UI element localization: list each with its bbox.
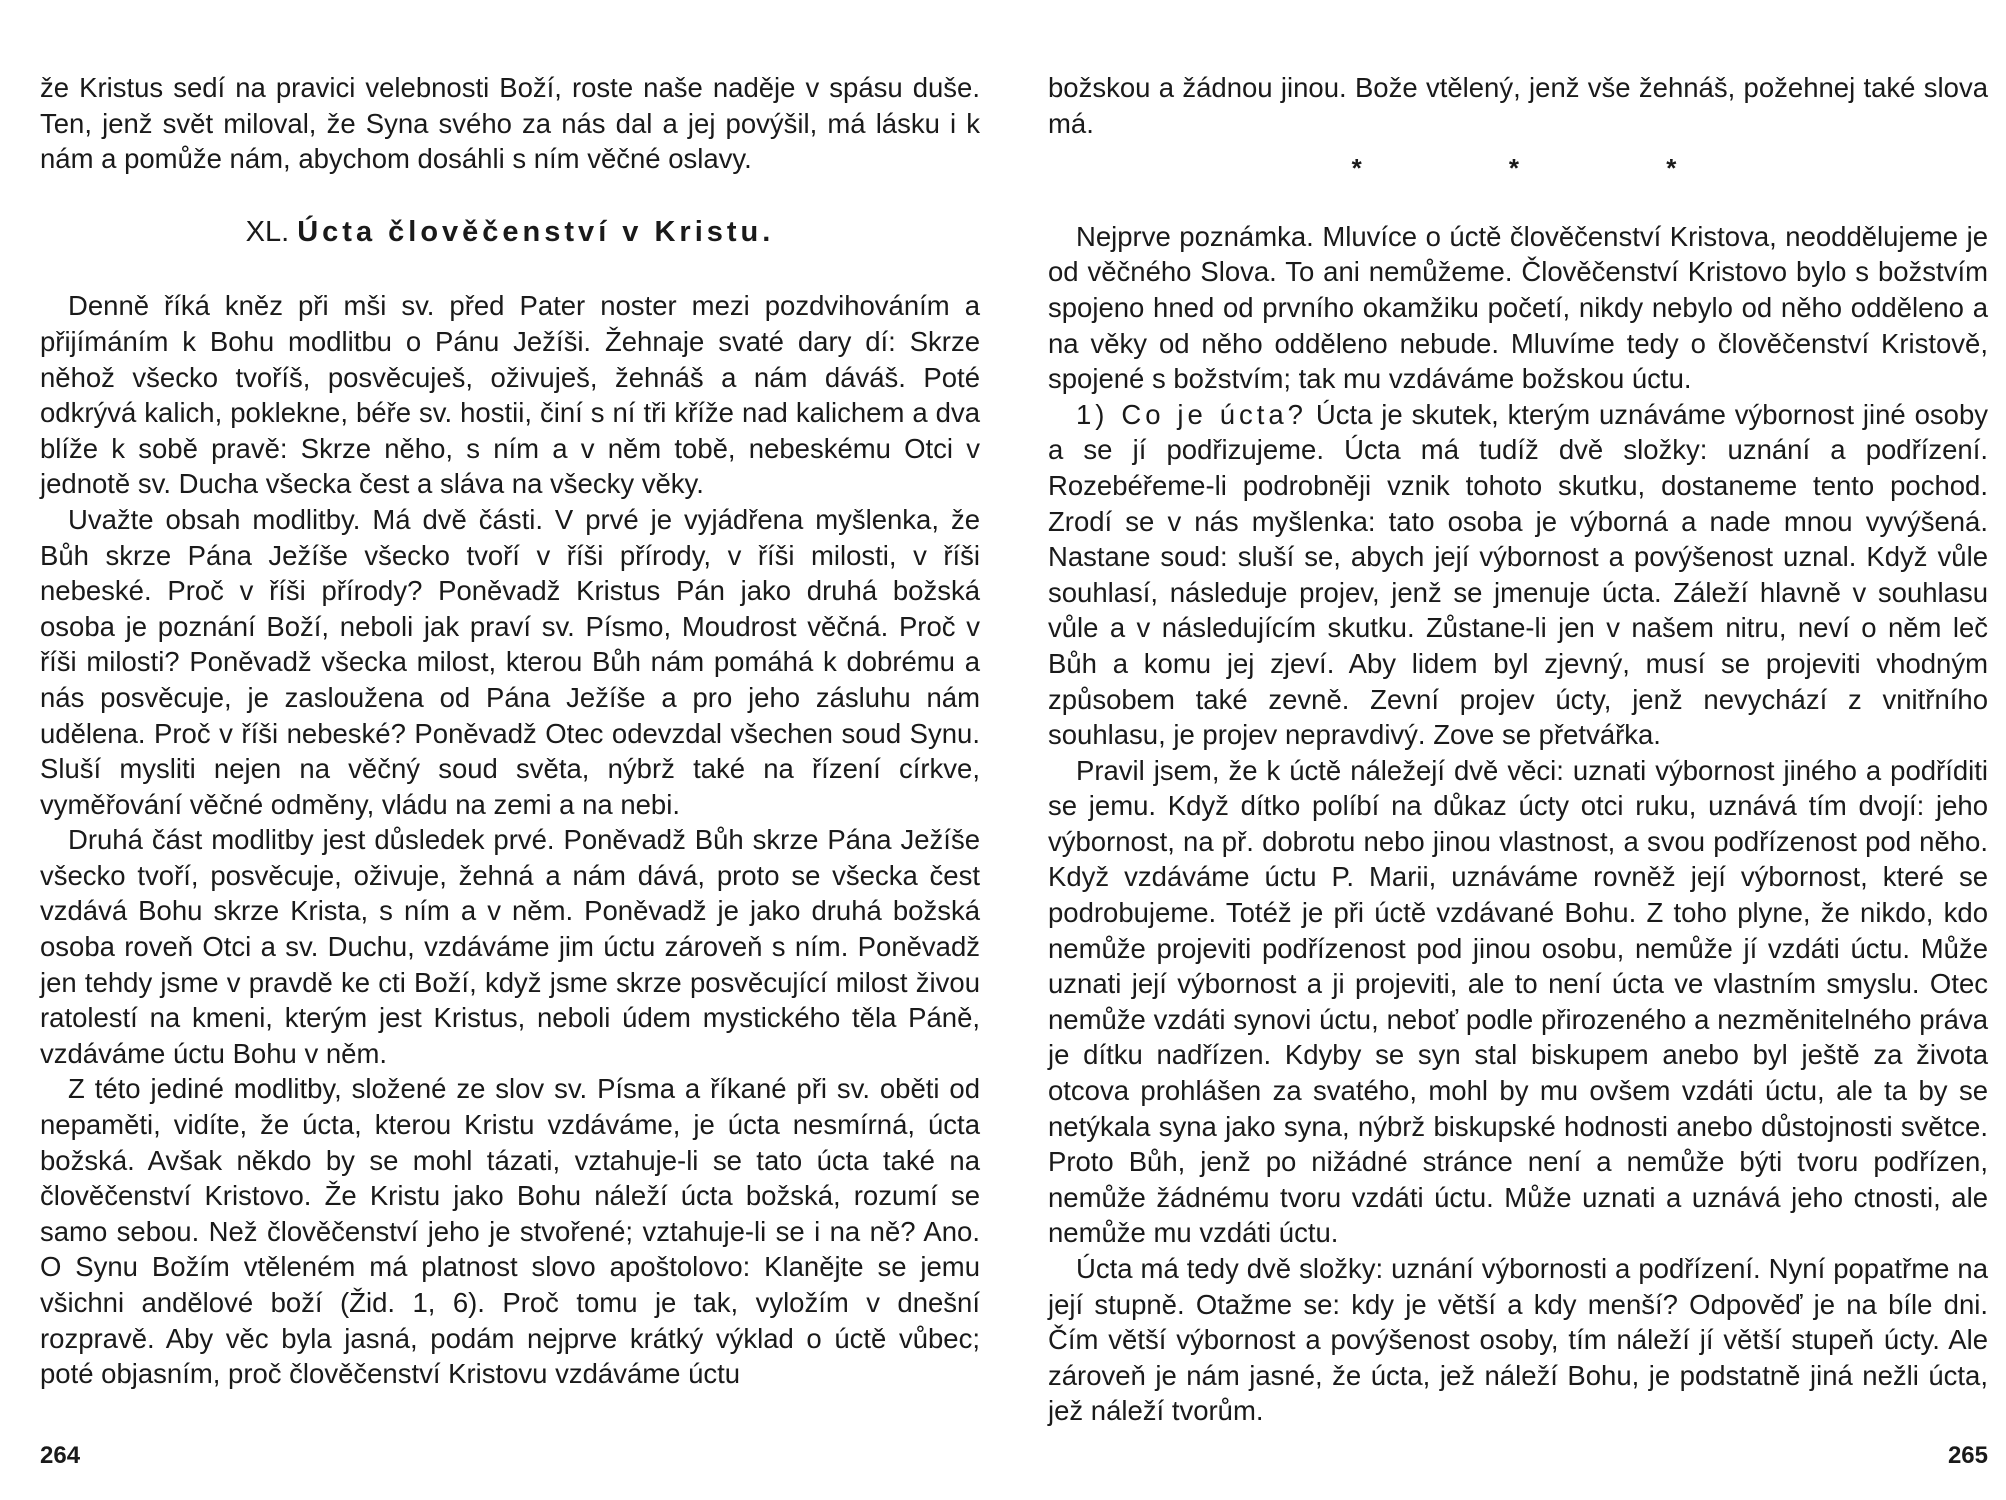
- section-separator: * * *: [1351, 153, 1747, 184]
- paragraph-continuation: božskou a žádnou jinou. Bože vtělený, jenž vše žehnáš, požehnej také slova má.: [1048, 72, 1988, 139]
- right-page: [1048, 70, 1988, 1480]
- chapter-heading: [40, 215, 980, 251]
- point-label: 1) Co je úcta?: [1076, 398, 1307, 430]
- point-text: Úcta je skutek, kterým uznáváme výbornost jiné osoby a se jí podřizujeme. Úcta má tudíž dvě složky: uznání a podřízení. Rozebéřeme-li podrobněji vznik tohoto skutku, dostaneme tento pochod. Zrodí se v nás myšlenka: tato osoba je výborná a nade mnou vyvýšená. Nastane soud: sluší se, abych její výbornost a povýšenost uznal. Když vůle souhlasí, následuje projev, jenž se jmenuje úcta. Záleží hlavně v souhlasu vůle a v následujícím skutku. Zůstane-li jen v našem nitru, neví o něm leč Bůh a komu jej zjeví. Aby lidem byl zjevný, musí se projeviti vhodným způsobem také zevně. Zevní projev úcty, jenž nevychází z vnitřního souhlasu, je projev nepravdivý. Zove se přetvářka.: [1048, 398, 1988, 751]
- paragraph: Pravil jsem, že k úctě náležejí dvě věci: uznati výbornost jiného a podříditi se jemu. Když dítko políbí na důkaz úcty otci ruku, uznává tím dvojí: jeho výbornost, na př. dobrotu nebo jinou vlastnost, a svou podřízenost pod něho. Když vzdáváme úctu P. Marii, uznáváme rovněž její výbornost, které se podrobujeme. Totéž je při úctě vzdávané Bohu. Z toho plyne, že nikdo, kdo nemůže projeviti podřízenost pod jinou osobu, nemůže jí vzdáti úctu. Může uznati její výbornost a ji projeviti, ale to není úcta ve vlastním smyslu. Otec nemůže vzdáti synovi úctu, neboť podle přirozeného a nezměnitelného práva je dítku nadřízen. Kdyby se syn stal biskupem anebo byl ještě za života otcova prohlášen za svatého, mohl by mu ovšem vzdáti úctu, ale ta by se netýkala syna jako syna, nýbrž biskupské hodnosti anebo důstojnosti světce. Proto Bůh, jenž po nižádné stránce není a nemůže býti tvoru podřízen, nemůže žádnému tvoru vzdáti úctu. Může uznati a uznává jeho ctnosti, ale nemůže mu vzdáti úctu.: [1048, 754, 1988, 1249]
- chapter-title: Úcta člověčenství v Kristu.: [297, 215, 775, 248]
- paragraph: Z této jediné modlitby, složené ze slov sv. Písma a říkané při sv. oběti od nepaměti, vidíte, že úcta, kterou Kristu vzdáváme, je úcta nesmírná, úcta božská. Avšak někdo by se mohl tázati, vztahuje-li se tato úcta také na člověčenství Kristovo. Že Kristu jako Bohu náleží úcta božská, rozumí se samo sebou. Než člověčenství jeho je stvořené; vztahuje-li se i na ně? Ano. O Synu Božím vtěleném má platnost slovo apoštolovo: Klanějte se jemu všichni andělové boží (Žid. 1, 6). Proč tomu je tak, vyložím v dnešní rozpravě. Aby věc byla jasná, podám nejprve krátký výklad o úctě vůbec; poté objasním, proč člověčenství Kristovu vzdáváme úctu: [40, 1073, 980, 1390]
- page-number-left: 264: [40, 1442, 81, 1469]
- paragraph: Úcta má tedy dvě složky: uznání výbornosti a podřízení. Nyní popatřme na její stupně. Otažme se: kdy je větší a kdy menší? Odpověď je na bíle dni. Čím větší výbornost a povýšenost osoby, tím náleží jí větší stupeň úcty. Ale zároveň je nám jasné, že úcta, jež náleží Bohu, je podstatně jiná nežli úcta, jež náleží tvorům.: [1048, 1253, 1988, 1427]
- left-page: [40, 70, 980, 1480]
- left-page-text: [40, 70, 980, 1392]
- page-number-right: 265: [1947, 1442, 1988, 1469]
- chapter-number: XL.: [245, 215, 290, 248]
- paragraph: Druhá část modlitby jest důsledek prvé. Poněvadž Bůh skrze Pána Ježíše všecko tvoří, posvěcuje, oživuje, žehná a nám dává, proto se všecka čest vzdává Bohu skrze Krista, s ním a v něm. Poněvadž je jako druhá božská osoba roveň Otci a sv. Duchu, vzdáváme jim úctu zároveň s ním. Poněvadž jen tehdy jsme v pravdě ke cti Boží, když jsme skrze posvěcující milost živou ratolestí na kmeni, kterým jest Kristus, neboli údem mystického těla Páně, vzdáváme úctu Bohu v něm.: [40, 824, 980, 1069]
- paragraph: Nejprve poznámka. Mluvíce o úctě člověčenství Kristova, neoddělujeme je od věčného Slova. To ani nemůžeme. Člověčenství Kristovo bylo s božstvím spojeno hned od prvního okamžiku početí, nikdy nebylo od něho odděleno a na věky od něho odděleno nebude. Mluvíme tedy o člověčenství Kristově, spojené s božstvím; tak mu vzdáváme božskou úctu.: [1048, 220, 1988, 395]
- paragraph: Denně říká kněz při mši sv. před Pater noster mezi pozdvihováním a přijímáním k Bohu modlitbu o Pánu Ježíši. Žehnaje svaté dary dí: Skrze něhož všecko tvoříš, posvěcuješ, oživuješ, žehnáš a nám dáváš. Poté odkrývá kalich, poklekne, béře sv. hostii, činí s ní tři kříže nad kalichem a dva blíže k sobě pravě: Skrze něho, s ním a v něm tobě, nebeskému Otci v jednotě sv. Ducha všecka čest a sláva na všecky věky.: [40, 290, 980, 500]
- paragraph-continuation: že Kristus sedí na pravici velebnosti Boží, roste naše naděje v spásu duše. Ten, jenž svět miloval, že Syna svého za nás dal a jej povýšil, má lásku i k nám a pomůže nám, abychom dosáhli s ním věčné oslavy.: [40, 72, 980, 175]
- right-page-text: [1048, 70, 1988, 1429]
- paragraph: Uvažte obsah modlitby. Má dvě části. V prvé je vyjádřena myšlenka, že Bůh skrze Pána Ježíše všecko tvoří v říši přírody, v říši milosti, v říši nebeské. Proč v říši přírody? Poněvadž Kristus Pán jako druhá božská osoba je poznání Boží, neboli jak praví sv. Písmo, Moudrost věčná. Proč v říši milosti? Poněvadž všecka milost, kterou Bůh nám pomáhá k dobrému a nás posvěcuje, je zasloužena od Pána Ježíše a pro jeho zásluhu nám udělena. Proč v říši nebeské? Poněvadž Otec odevzdal všechen soud Synu. Sluší mysliti nejen na věčný soud světa, nýbrž také na řízení církve, vyměřování věčné odměny, vládu na zemi a na nebi.: [40, 503, 980, 820]
- paragraph-point: [1048, 397, 1988, 753]
